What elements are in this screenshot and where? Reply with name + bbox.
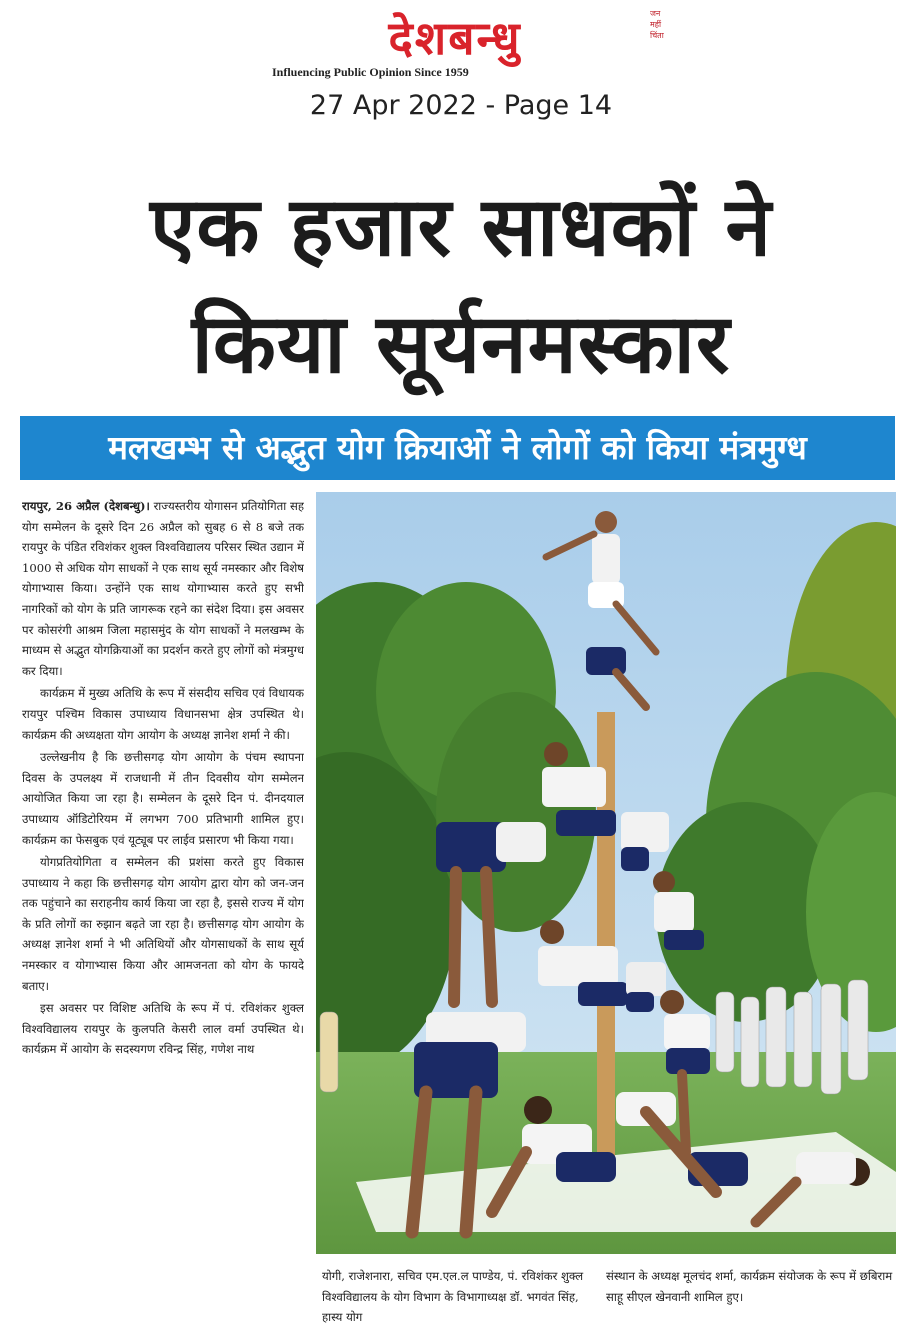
article-paragraph: उल्लेखनीय है कि छत्तीसगढ़ योग आयोग के पंचम स्थापना दिवस के उपलक्ष्य में राजधानी में तीन दिवसीय योग सम्मेलन आयोजित किया जा रहा है। सम्मेलन के दूसरे दिन पं. दीनदयाल उपाध्याय ऑडिटोरियम में लगभग 700 प्रतिभागी शामिल हुए। कार्यक्रम का फेसबुक एवं यूट्यूब पर लाईव प्रसारण भी किया गया। (22, 750, 304, 847)
mallakhamb-photo-illustration (316, 492, 896, 1254)
edition-dateline: 27 Apr 2022 - Page 14 (309, 90, 613, 121)
photo-caption-col-1: योगी, राजेशनारा, सचिव एम.एल.ल पाण्डेय, पं. रविशंकर शुक्ल विश्वविद्यालय के योग विभाग के विभागाध्यक्ष डॉ. भगवंत सिंह, हास्य योग (322, 1269, 584, 1325)
masthead-tagline: Influencing Public Opinion Since 1959 (272, 65, 469, 79)
article-paragraph (22, 496, 304, 681)
masthead (0, 0, 922, 135)
photo-caption-col-2: संस्थान के अध्यक्ष मूलचंद शर्मा, कार्यक्रम संयोजक के रूप में छबिराम साहू सीएल खेनवानी शामिल हुए। (606, 1269, 893, 1304)
paragraph-text: राज्यस्तरीय योगासन प्रतियोगिता सह योग सम्मेलन के दूसरे दिन 26 अप्रैल को सुबह 6 से 8 बजे तक रायपुर के पंडित रविशंकर शुक्ल विश्वविद्यालय परिसर स्थित उद्यान में 1000 से अधिक योग साधकों ने एक साथ सूर्य नमस्कार और विशेष योगाभ्यास किया। उन्होंने एक साथ योगाभ्यास करते हुए सभी नागरिकों को योग के प्रति जागरूक रहने का संदेश दिया। इस अवसर पर कोसरंगी आश्रम जिला महासमुंद के योग साधकों ने मलखम्भ के माध्यम से अद्भुत योगक्रियाओं का प्रदर्शन करते हुए लोगों को मंत्रमुग्ध कर दिया। (22, 499, 304, 678)
logo-tagline-small: जन महीं चिंता (650, 9, 664, 40)
subheadline-banner (20, 416, 895, 480)
article-paragraph: इस अवसर पर विशिष्ट अतिथि के रूप में पं. रविशंकर शुक्ल विश्वविद्यालय रायपुर के कुलपति केसरी लाल वर्मा उपस्थित थे। कार्यक्रम में आयोग के सदस्यगण रविन्द्र सिंह, गणेश नाथ (22, 1001, 304, 1057)
headline-line-1: एक हजार साधकों ने (150, 180, 772, 275)
headline-line-2: किया सूर्यनमस्कार (191, 297, 731, 392)
article-paragraph: कार्यक्रम में मुख्य अतिथि के रूप में संसदीय सचिव एवं विधायक रायपुर पश्चिम विकास उपाध्याय विधानसभा क्षेत्र उपस्थित थे। कार्यक्रम की अध्यक्षता योग आयोग के अध्यक्ष ज्ञानेश शर्मा ने की। (22, 686, 304, 742)
article-paragraph: योगप्रतियोगिता व सम्मेलन की प्रशंसा करते हुए विकास उपाध्याय ने कहा कि छत्तीसगढ़ योग आयोग द्वारा योग को जन-जन तक पहुंचाने का सराहनीय कार्य किया जा रहा है, इससे राज्य में योग के प्रति लोगों का रुझान बढ़ते जा रहा है। छत्तीसगढ़ योग आयोग के अध्यक्ष ज्ञानेश शर्मा ने भी अतिथियों और योगसाधकों के साथ सूर्य नमस्कार व योगाभ्यास किया और आमजनता को योग के फायदे बताए। (22, 855, 304, 993)
article-photo (316, 492, 896, 1254)
article-body-column (22, 496, 304, 1340)
subheadline-text: मलखम्भ से अद्भुत योग क्रियाओं ने लोगों को किया मंत्रमुग्ध (108, 428, 807, 467)
logo-wordmark: देशबन्धु (388, 11, 522, 65)
article-dateline: रायपुर, 26 अप्रैल (देशबन्धु)। (22, 499, 150, 513)
deshbandhu-logo[interactable] (270, 6, 664, 65)
